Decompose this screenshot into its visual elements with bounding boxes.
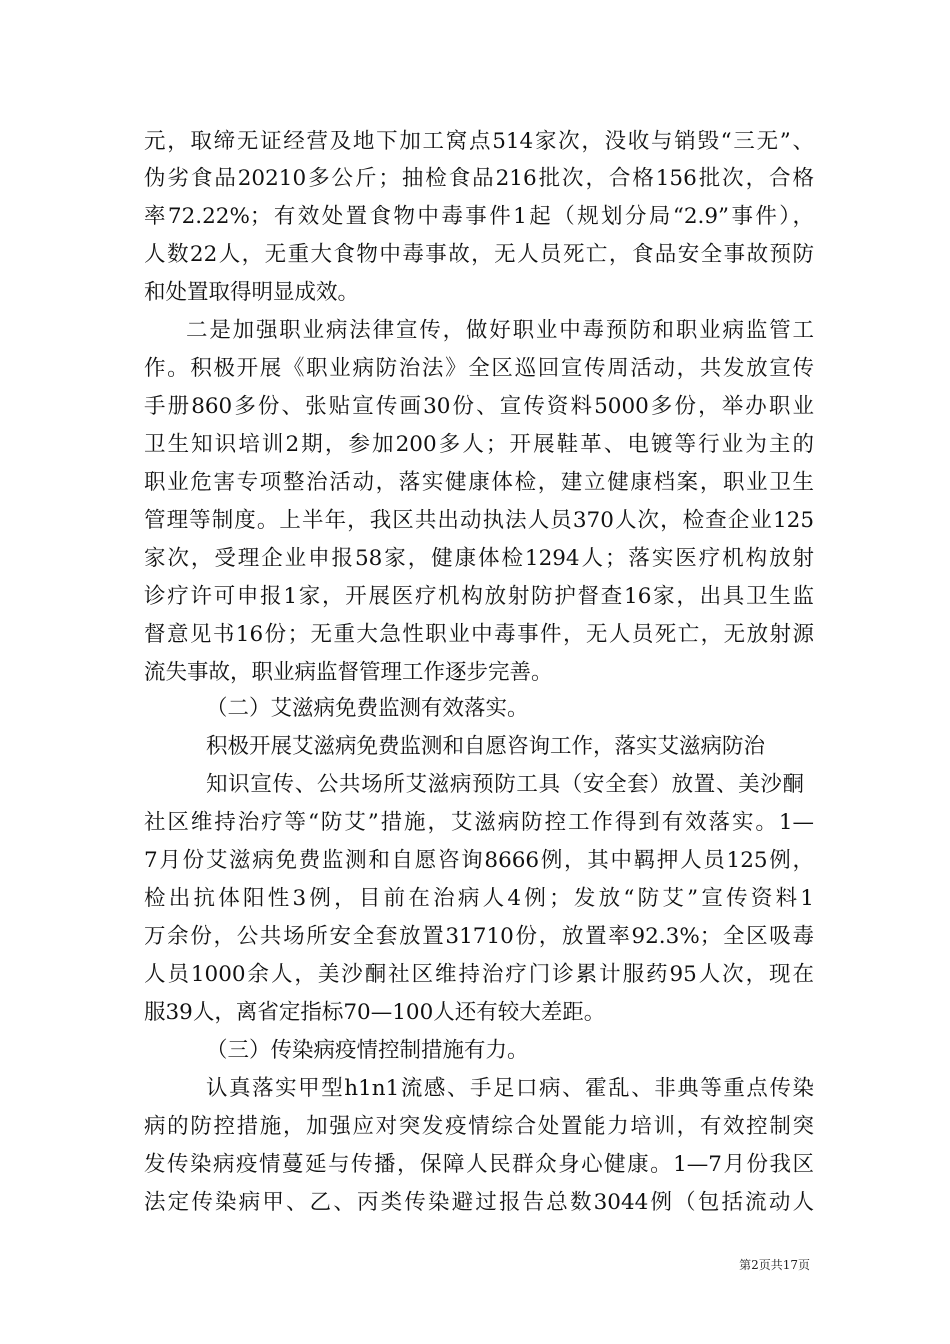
text-line: 流失事故，职业病监督管理工作逐步完善。 xyxy=(144,660,553,685)
section-heading: （二）艾滋病免费监测有效落实。 xyxy=(206,696,529,721)
text-line: 认真落实甲型h1n1流感、手足口病、霍乱、非典等重点传染 xyxy=(206,1076,814,1101)
text-line: 积极开展艾滋病免费监测和自愿咨询工作，落实艾滋病防治 xyxy=(206,734,766,759)
text-line: 发传染病疫情蔓延与传播，保障人民群众身心健康。1—7月份我区 xyxy=(144,1152,814,1177)
section-heading: （三）传染病疫情控制措施有力。 xyxy=(206,1038,529,1063)
text-line: 服39人，离省定指标70—100人还有较大差距。 xyxy=(144,1000,606,1025)
text-line: 诊疗许可申报1家，开展医疗机构放射防护督查16家，出具卫生监 xyxy=(144,584,814,609)
text-line: 手册860多份、张贴宣传画30份、宣传资料5000多份，举办职业 xyxy=(144,394,814,419)
text-line: 和处置取得明显成效。 xyxy=(144,280,360,305)
text-line: 元，取缔无证经营及地下加工窝点514家次，没收与销毁“三无”、 xyxy=(144,129,814,154)
text-line: 检出抗体阳性3例，目前在治病人4例；发放“防艾”宣传资料1 xyxy=(144,886,814,911)
text-line: 作。积极开展《职业病防治法》全区巡回宣传周活动，共发放宣传 xyxy=(144,356,814,381)
text-line: 知识宣传、公共场所艾滋病预防工具（安全套）放置、美沙酮 xyxy=(206,772,804,797)
text-line: 伪劣食品20210多公斤；抽检食品216批次，合格156批次，合格 xyxy=(144,166,814,191)
text-line: 卫生知识培训2期，参加200多人；开展鞋革、电镀等行业为主的 xyxy=(144,432,814,457)
text-line: 人数22人，无重大食物中毒事故，无人员死亡，食品安全事故预防 xyxy=(144,242,814,267)
text-line: 二是加强职业病法律宣传，做好职业中毒预防和职业病监管工 xyxy=(186,318,814,343)
text-line: 管理等制度。上半年，我区共出动执法人员370人次，检查企业125 xyxy=(144,508,814,533)
text-line: 7月份艾滋病免费监测和自愿咨询8666例，其中羁押人员125例， xyxy=(144,848,814,873)
text-line: 率72.22%；有效处置食物中毒事件1起（规划分局“2.9”事件）， xyxy=(144,204,814,229)
text-line: 督意见书16份；无重大急性职业中毒事件，无人员死亡，无放射源 xyxy=(144,622,814,647)
text-line: 家次，受理企业申报58家，健康体检1294人；落实医疗机构放射 xyxy=(144,546,814,571)
page-number: 第2页共17页 xyxy=(739,1258,810,1272)
text-line: 人员1000余人，美沙酮社区维持治疗门诊累计服药95人次，现在 xyxy=(144,962,814,987)
text-line: 社区维持治疗等“防艾”措施，艾滋病防控工作得到有效落实。1— xyxy=(144,810,814,835)
text-line: 法定传染病甲、乙、丙类传染避过报告总数3044例（包括流动人 xyxy=(144,1190,814,1215)
text-line: 万余份，公共场所安全套放置31710份，放置率92.3%；全区吸毒 xyxy=(144,924,814,949)
text-line: 病的防控措施，加强应对突发疫情综合处置能力培训，有效控制突 xyxy=(144,1114,814,1139)
text-line: 职业危害专项整治活动，落实健康体检，建立健康档案，职业卫生 xyxy=(144,470,814,495)
